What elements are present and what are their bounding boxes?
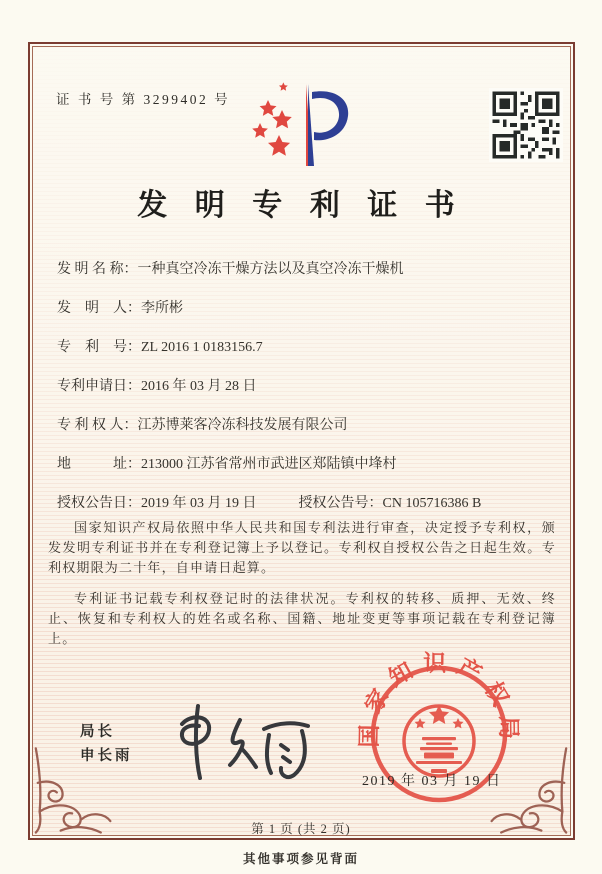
field-label: 发 明 人： (57, 301, 141, 316)
certificate-number: 证 书 号 第 3299402 号 (56, 92, 231, 107)
field-label: 专 利 号： (57, 340, 141, 355)
field-inventor (57, 289, 549, 328)
field-invention-name (57, 250, 549, 289)
field-filing-date (57, 367, 549, 406)
director-signature (168, 698, 318, 786)
field-label: 授权公告日： (57, 496, 141, 511)
legal-paragraph-1: 国家知识产权局依照中华人民共和国专利法进行审查，决定授予专利权，颁发发明专利证书并在专利登记簿上予以登记。专利权自授权公告之日起生效。专利权期限为二十年，自申请日起算。 (48, 520, 556, 575)
field-label: 发 明 名 称： (57, 262, 138, 277)
field-value: 李所彬 (141, 301, 183, 316)
field-value: 一种真空冷冻干燥方法以及真空冷冻干燥机 (137, 262, 404, 277)
legal-paragraph-2: 专利证书记载专利权登记时的法律状况。专利权的转移、质押、无效、终止、恢复和专利权人的姓名或名称、国籍、地址变更等事项记载在专利登记簿上。 (48, 591, 556, 646)
field-address (57, 445, 549, 484)
svg-text:国家知识产权局 (357, 651, 522, 748)
field-list (57, 250, 549, 523)
national-emblem-icon (404, 705, 474, 776)
field-value: 2019 年 03 月 19 日 (141, 496, 257, 511)
field-value: 江苏博莱客冷冻科技发展有限公司 (137, 418, 348, 433)
qr-code (489, 88, 563, 162)
legal-text (48, 518, 556, 660)
seal-date: 2019 年 03 月 19 日 (362, 774, 502, 789)
field-label: 专 利 权 人： (57, 418, 138, 433)
field-value: 213000 江苏省常州市武进区郑陆镇中埄村 (141, 457, 397, 472)
back-side-note: 其他事项参见背面 (242, 852, 359, 866)
field-patent-number (57, 328, 549, 367)
officer-title: 局长 (80, 724, 115, 740)
field-patentee (57, 406, 549, 445)
field-label: 专利申请日： (57, 379, 141, 394)
seal-org-text: 国家知识产权局 (356, 650, 522, 749)
page-number: 第 1 页 (共 2 页) (251, 822, 351, 836)
field-value: 2016 年 03 月 28 日 (141, 379, 257, 394)
certificate-title: 发 明 专 利 证 书 (137, 189, 465, 222)
field-label: 地 址： (57, 457, 141, 472)
officer-name: 申长雨 (80, 748, 133, 764)
cnipa-logo-icon (248, 78, 354, 166)
field-label: 授权公告号： (298, 496, 383, 511)
field-value: CN 105716386 B (382, 496, 482, 511)
field-value: ZL 2016 1 0183156.7 (141, 340, 263, 355)
